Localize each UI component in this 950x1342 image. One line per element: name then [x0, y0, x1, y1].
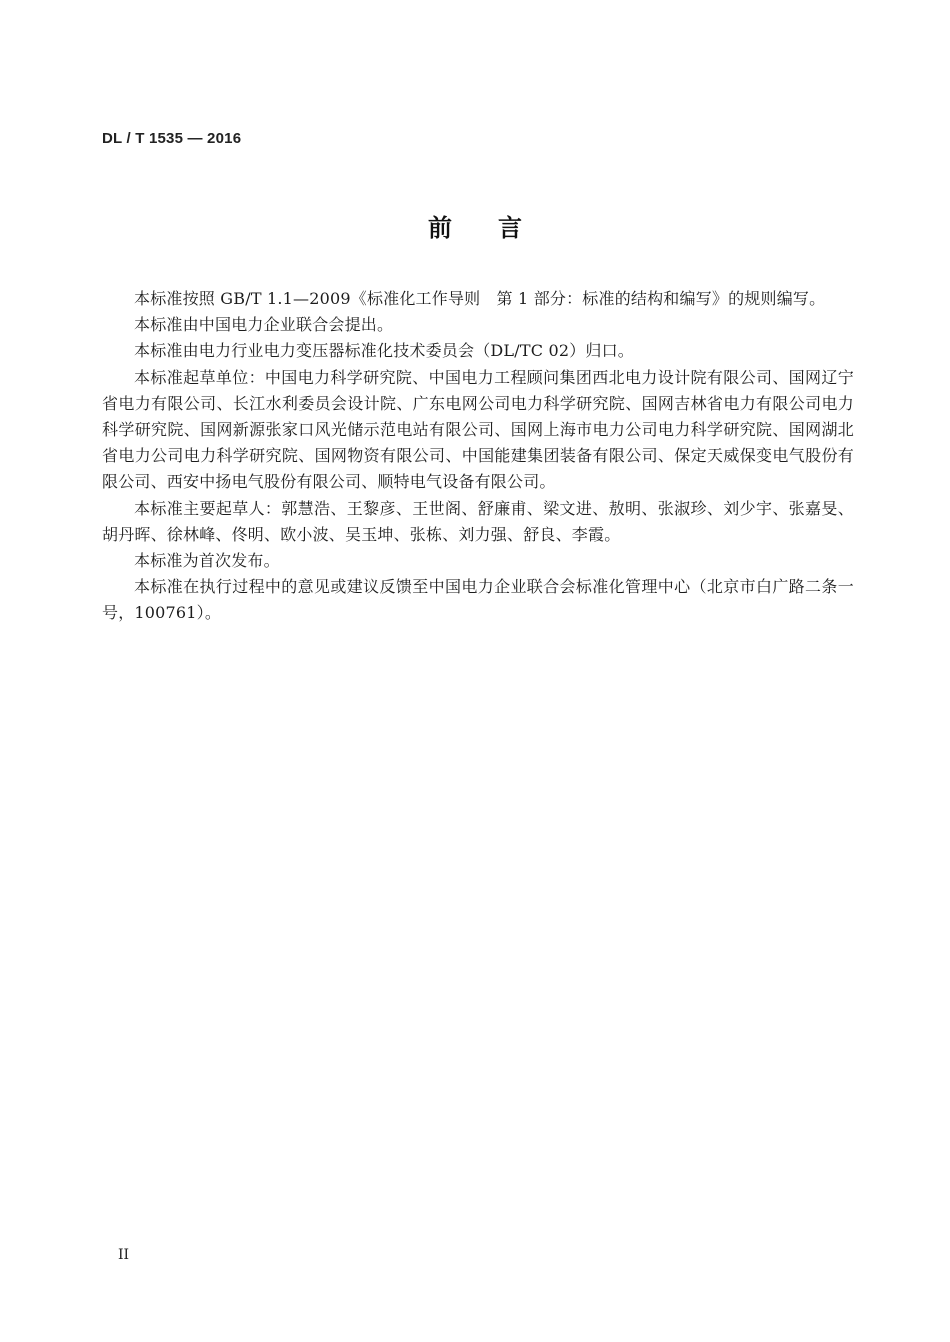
paragraph-first-release: 本标准为首次发布。	[134, 551, 280, 571]
foreword-body	[102, 286, 854, 627]
paragraph-feedback: 本标准在执行过程中的意见或建议反馈至中国电力企业联合会标准化管理中心（北京市白广路二条一号，100761）。	[102, 577, 854, 623]
paragraph-administrator: 本标准由电力行业电力变压器标准化技术委员会（DL/TC 02）归口。	[134, 341, 635, 361]
page-title: 前言	[428, 214, 568, 242]
paragraph-drafters: 本标准主要起草人：郭慧浩、王黎彦、王世阁、舒廉甫、梁文进、敖明、张淑珍、刘少宇、张嘉旻、胡丹晖、徐林峰、佟明、欧小波、吴玉坤、张栋、刘力强、舒良、李霞。	[102, 498, 854, 544]
paragraph-proposer: 本标准由中国电力企业联合会提出。	[134, 315, 394, 335]
page-number: II	[118, 1247, 130, 1263]
document-code: DL / T 1535 — 2016	[102, 130, 242, 147]
paragraph-drafting-rules: 本标准按照 GB/T 1.1—2009《标准化工作导则 第 1 部分：标准的结构和编写》的规则编写。	[134, 289, 826, 308]
paragraph-drafting-units: 本标准起草单位：中国电力科学研究院、中国电力工程顾问集团西北电力设计院有限公司、国网辽宁省电力有限公司、长江水利委员会设计院、广东电网公司电力科学研究院、国网吉林省电力有限公司电力科学研究院、国网新源张家口风光储示范电站有限公司、国网上海市电力公司电力科学研究院、国网湖北省电力公司电力科学研究院、国网物资有限公司、中国能建集团装备有限公司、保定天威保变电气股份有限公司、西安中扬电气股份有限公司、顺特电气设备有限公司。	[102, 367, 854, 492]
